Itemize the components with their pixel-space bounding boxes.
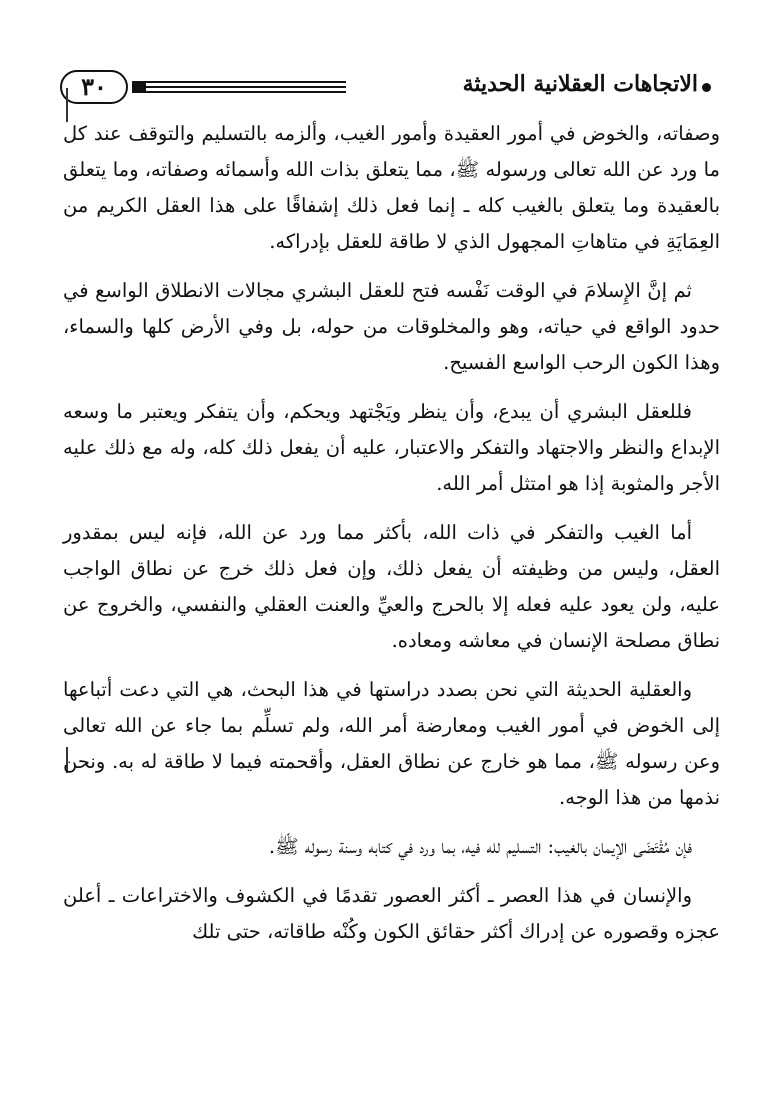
header-rule-block <box>132 81 146 93</box>
paragraph: فإن مُقْتَضَى الإيمان بالغيب: التسليم لله فيه، بما ورد في كتابه وسنة رسوله ﷺ. <box>268 835 692 858</box>
paragraph: والإنسان في هذا العصر ـ أكثر العصور تقدمًا في الكشوف والاختراعات ـ أعلن عجزه وقصوره عن إدراك أكثر حقائق الكون وكُنْه طاقاته، حتى تلك <box>63 884 720 943</box>
body-text <box>63 116 720 963</box>
header-bullet <box>702 83 711 92</box>
paragraph: أما الغيب والتفكر في ذات الله، بأكثر مما ورد عن الله، فإنه ليس بمقدور العقل، وليس من وظيفته أن يفعل ذلك، وإن فعل ذلك خرج عن نطاق الواجب عليه، ولن يعود عليه فعله إلا بالحرج والعيِّ والعنت العقلي والنفسي، والخروج عن نطاق مصلحة الإنسان في معاشه ومعاده. <box>63 521 720 652</box>
running-title: الاتجاهات العقلانية الحديثة <box>462 71 698 97</box>
paragraph: فللعقل البشري أن يبدع، وأن ينظر ويَجْتهد ويحكم، وأن يتفكر ويعتبر ما وسعه الإبداع والنظر والاجتهاد والتفكر والاعتبار، عليه أن يفعل ذلك كله، وله مع ذلك عليه الأجر والمثوبة إذا هو امتثل أمر الله. <box>63 400 720 495</box>
header-rule <box>146 81 346 93</box>
page-header <box>60 70 710 110</box>
paragraph: ثم إنَّ الإِسلامَ في الوقت نَفْسه فتح للعقل البشري مجالات الانطلاق الواسع في حدود الواقع في حياته، وهو والمخلوقات من حوله، بل وفي الأرض كلها والسماء، وهذا الكون الرحب الواسع الفسيح. <box>63 279 720 374</box>
paragraph: وصفاته، والخوض في أمور العقيدة وأمور الغيب، وألزمه بالتسليم والتوقف عند كل ما ورد عن الله تعالى ورسوله ﷺ، مما يتعلق بذات الله وأسمائه وصفاته، وما يتعلق بالعقيدة وما يتعلق بالغيب كله ـ إنما فعل ذلك إشفاقًا على هذا العقل الكريم من العِمَايَةِ في متاهاتِ المجهول الذي لا طاقة للعقل بإدراكه. <box>63 122 720 253</box>
paragraph: والعقلية الحديثة التي نحن بصدد دراستها في هذا البحث، هي التي دعت أتباعها إلى الخوض في أمور الغيب ومعارضة أمر الله، ولم تسلِّم بما جاء عن الله تعالى وعن رسوله ﷺ، مما هو خارج عن نطاق العقل، وأقحمته فيما لا طاقة له به. ونحن نذمها من هذا الوجه. <box>63 678 720 809</box>
page-number: ٣٠ <box>60 70 128 104</box>
